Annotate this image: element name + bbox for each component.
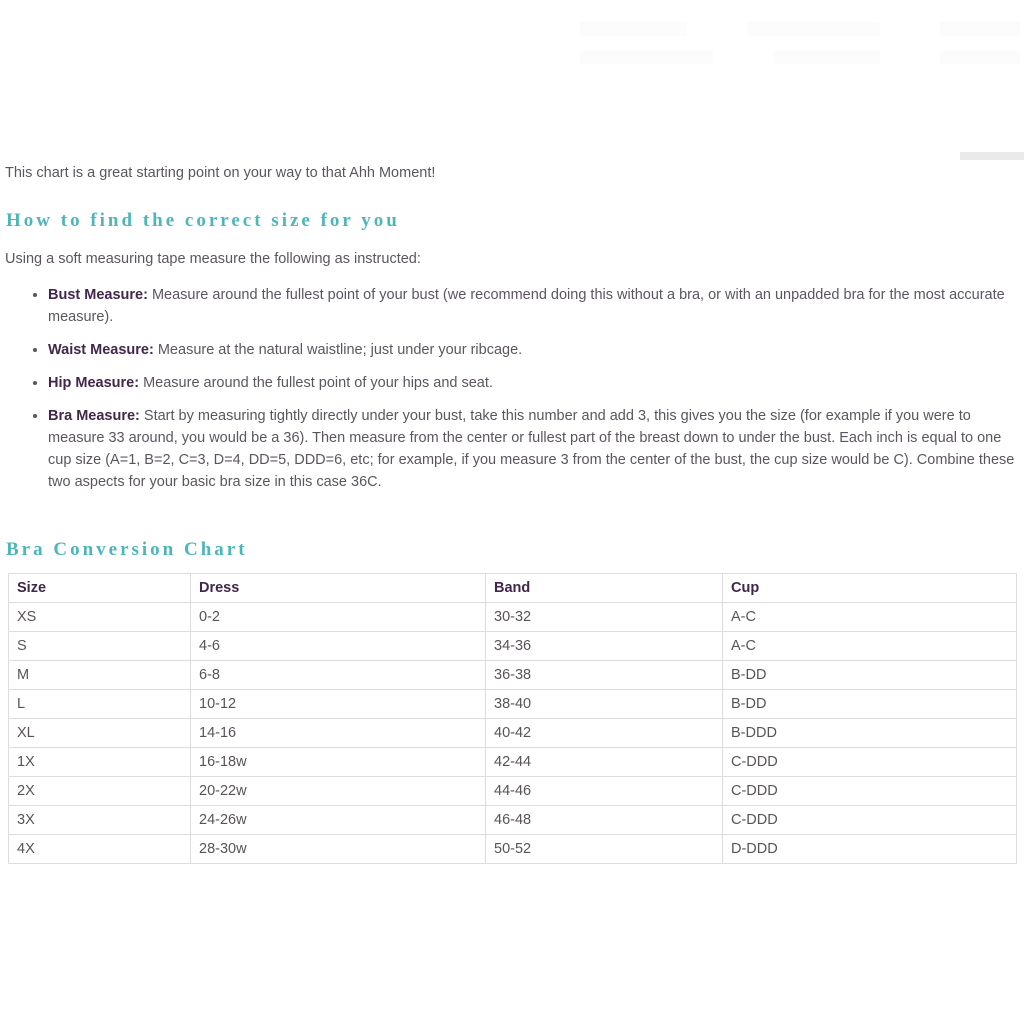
header-cell-size: Size	[9, 574, 191, 603]
table-row	[9, 632, 1017, 661]
table-cell: 42-44	[486, 748, 723, 777]
table-cell: 14-16	[191, 719, 486, 748]
table-row	[9, 661, 1017, 690]
bullet-label: Bust Measure:	[48, 287, 148, 303]
table-cell: XS	[9, 603, 191, 632]
table-cell: L	[9, 690, 191, 719]
table-cell: C-DDD	[723, 806, 1017, 835]
table-row	[9, 748, 1017, 777]
table-cell: B-DD	[723, 690, 1017, 719]
header-cell-dress: Dress	[191, 574, 486, 603]
table-cell: 50-52	[486, 835, 723, 864]
list-item-bust	[33, 284, 1016, 328]
table-row	[9, 719, 1017, 748]
table-cell: 20-22w	[191, 777, 486, 806]
bullet-text: Measure at the natural waistline; just under your ribcage.	[153, 342, 523, 358]
table-cell: 46-48	[486, 806, 723, 835]
bullet-label: Hip Measure:	[48, 375, 140, 391]
table-cell: 28-30w	[191, 835, 486, 864]
table-cell: D-DDD	[723, 835, 1017, 864]
table-cell: 24-26w	[191, 806, 486, 835]
table-cell: 1X	[9, 748, 191, 777]
how-to-heading: How to find the correct size for you	[6, 210, 400, 231]
table-header-row	[9, 574, 1017, 603]
bra-conversion-table	[8, 573, 1017, 864]
list-item-bra	[33, 405, 1016, 493]
list-item-waist	[33, 339, 1016, 361]
table-row	[9, 603, 1017, 632]
table-cell: 3X	[9, 806, 191, 835]
table-row	[9, 806, 1017, 835]
table-cell: 30-32	[486, 603, 723, 632]
header-cell-cup: Cup	[723, 574, 1017, 603]
table-cell: 44-46	[486, 777, 723, 806]
table-cell: 40-42	[486, 719, 723, 748]
table-cell: B-DD	[723, 661, 1017, 690]
header-cell-band: Band	[486, 574, 723, 603]
table-cell: A-C	[723, 632, 1017, 661]
table-cell: A-C	[723, 603, 1017, 632]
bullet-label: Bra Measure:	[48, 408, 140, 424]
table-row	[9, 690, 1017, 719]
bullet-text: Measure around the fullest point of your hips and seat.	[139, 375, 493, 391]
table-cell: 10-12	[191, 690, 486, 719]
table-cell: 36-38	[486, 661, 723, 690]
table-cell: 0-2	[191, 603, 486, 632]
table-cell: 34-36	[486, 632, 723, 661]
table-cell: 4-6	[191, 632, 486, 661]
table-cell: B-DDD	[723, 719, 1017, 748]
bullet-text: Measure around the fullest point of your bust (we recommend doing this without a bra, or with an unpadded bra for the most accurate measure).	[48, 287, 1005, 325]
table-cell: S	[9, 632, 191, 661]
bullet-label: Waist Measure:	[48, 342, 154, 358]
lead-text: Using a soft measuring tape measure the following as instructed:	[5, 251, 421, 267]
table-cell: 4X	[9, 835, 191, 864]
conversion-chart-heading: Bra Conversion Chart	[6, 539, 248, 560]
table-cell: 2X	[9, 777, 191, 806]
table-cell: C-DDD	[723, 777, 1017, 806]
table-cell: C-DDD	[723, 748, 1017, 777]
table-row	[9, 777, 1017, 806]
table-cell: 6-8	[191, 661, 486, 690]
table-cell: XL	[9, 719, 191, 748]
table-cell: 38-40	[486, 690, 723, 719]
bullet-text: Start by measuring tightly directly under your bust, take this number and add 3, this gives you the size (for example if you were to measure 33 around, you would be a 36). Then measure from the center or fullest part of the breast down to under the bust. Each inch is equal to one cup size (A=1, B=2, C=3, D=4, DD=5, DDD=6, etc; for example, if you measure 3 from the center of the bust, the cup size would be C). Combine these two aspects for your basic bra size in this case 36C.	[48, 408, 1015, 490]
table-cell: M	[9, 661, 191, 690]
table-row	[9, 835, 1017, 864]
list-item-hip	[33, 372, 1016, 394]
intro-text: This chart is a great starting point on your way to that Ahh Moment!	[5, 165, 436, 181]
measure-list	[33, 284, 1016, 493]
table-cell: 16-18w	[191, 748, 486, 777]
table-body	[9, 603, 1017, 864]
